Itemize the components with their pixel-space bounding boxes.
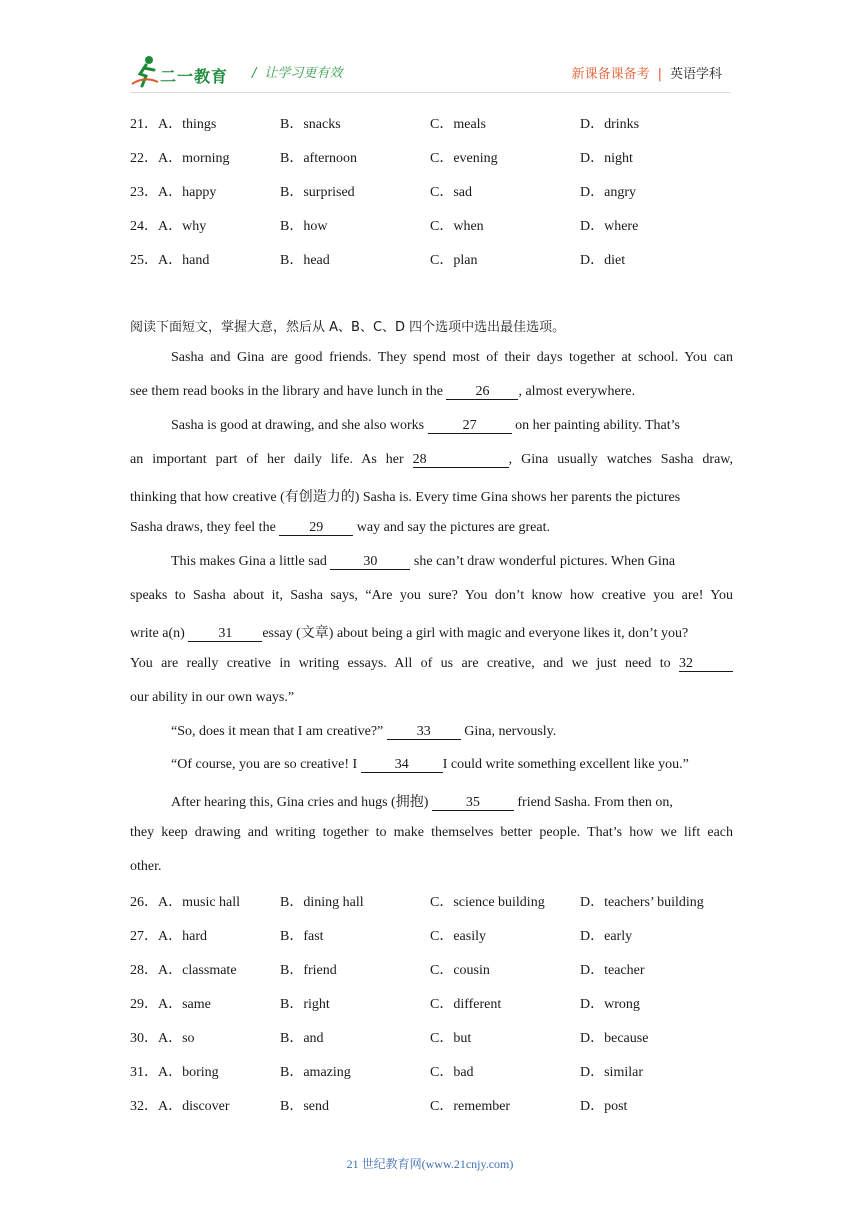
- slogan-text: 让学习更有效: [264, 66, 343, 81]
- header-right: 新课备课备考 | 英语学科: [571, 67, 722, 82]
- passage-line: thinking that how creative (有创造力的) Sasha is. Every time Gina shows her parents the pictures: [130, 490, 681, 505]
- page-header: [130, 52, 730, 92]
- question-row: 22．A．morning B．afternoon C．evening D．night: [130, 151, 633, 166]
- passage-line: speaks to Sasha about it, Sasha says, “Are you sure? You don’t know how creative you are! You: [130, 588, 733, 603]
- passage-line: Sasha is good at drawing, and she also works 27 on her painting ability. That’s: [171, 418, 681, 433]
- logo-text: 二一教育: [160, 67, 229, 86]
- blank-27: 27: [428, 418, 512, 434]
- blank-26: 26: [446, 384, 518, 400]
- question-row: 25．A．hand B．head C．plan D．diet: [130, 253, 626, 268]
- blank-28: 28: [413, 452, 509, 468]
- passage-line: an important part of her daily life. As her 28 , Gina usually watches Sasha draw,: [130, 452, 734, 467]
- passage-line: write a(n) 31 essay (文章) about being a girl with magic and everyone likes it, don’t you?: [130, 626, 689, 641]
- question-row: 28．A．classmate B．friend C．cousin D．teacher: [130, 963, 645, 978]
- subject-label: 英语学科: [669, 67, 722, 82]
- passage-line: After hearing this, Gina cries and hugs (拥抱) 35 friend Sasha. From then on,: [171, 795, 673, 810]
- blank-31: 31: [188, 626, 262, 642]
- question-row: 27．A．hard B．fast C．easily D．early: [130, 929, 633, 944]
- question-row: 29．A．same B．right C．different D．wrong: [130, 997, 640, 1012]
- blank-30: 30: [330, 554, 410, 570]
- page-footer: 21 世纪教育网(www.21cnjy.com): [346, 1157, 514, 1171]
- section-instruction: 阅读下面短文，掌握大意，然后从 A、B、C、D 四个选项中选出最佳选项。: [130, 320, 566, 335]
- passage-line: Sasha draws, they feel the 29 way and say the pictures are great.: [130, 520, 550, 535]
- passage-line: our ability in our own ways.”: [130, 690, 295, 705]
- passage-line: see them read books in the library and have lunch in the 26 , almost everywhere.: [130, 384, 636, 399]
- question-row: 32．A．discover B．send C．remember D．post: [130, 1099, 628, 1114]
- brand-logo: [130, 54, 238, 90]
- question-row: 31．A．boring B．amazing C．bad D．similar: [130, 1065, 643, 1080]
- blank-34: 34: [361, 757, 443, 773]
- passage-line: they keep drawing and writing together to make themselves better people. That’s how we lift each: [130, 825, 733, 840]
- passage-line: Sasha and Gina are good friends. They spend most of their days together at school. You can: [171, 350, 733, 365]
- passage-line: This makes Gina a little sad 30 she can’t draw wonderful pictures. When Gina: [171, 554, 676, 569]
- blank-33: 33: [387, 724, 461, 740]
- slogan: / 让学习更有效: [252, 66, 343, 81]
- question-row: 23．A．happy B．surprised C．sad D．angry: [130, 185, 636, 200]
- passage-line: “Of course, you are so creative! I 34 I could write something excellent like you.”: [171, 757, 689, 772]
- question-row: 26．A．music hall B．dining hall C．science building D．teachers’ building: [130, 895, 704, 910]
- passage-line: You are really creative in writing essays. All of us are creative, and we just need to 32: [130, 656, 733, 672]
- prep-label: 新课备课备考: [571, 67, 650, 82]
- header-divider: [130, 92, 730, 93]
- blank-32: 32: [679, 656, 733, 672]
- blank-29: 29: [279, 520, 353, 536]
- passage-line: other.: [130, 859, 162, 874]
- passage-line: “So, does it mean that I am creative?” 33 Gina, nervously.: [171, 724, 557, 739]
- question-row: 21．A．things B．snacks C．meals D．drinks: [130, 117, 640, 132]
- question-row: 24．A．why B．how C．when D．where: [130, 219, 639, 234]
- question-row: 30．A．so B．and C．but D．because: [130, 1031, 649, 1046]
- runner-icon: [130, 54, 160, 88]
- blank-35: 35: [432, 795, 514, 811]
